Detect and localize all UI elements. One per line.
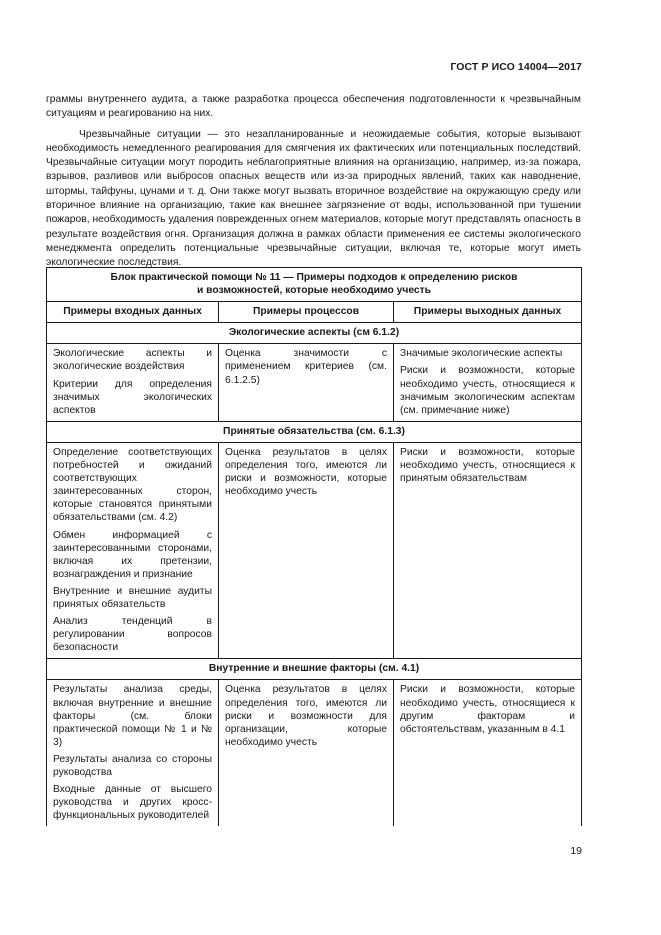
section-title: Внутренние и внешние факторы (см. 4.1) <box>47 659 582 680</box>
caption-line-1: Блок практической помощи № 11 — Примеры подходов к определению рисков <box>110 272 518 283</box>
column-header-processes: Примеры процессов <box>219 302 394 323</box>
process-item: Оценка результатов в целях определения того, имеются ли риски и возможности, которые необходимо учесть <box>225 446 387 498</box>
process-cell <box>219 680 394 826</box>
table-row <box>47 344 582 421</box>
table-row <box>47 680 582 826</box>
standard-header: ГОСТ Р ИСО 14004—2017 <box>450 61 582 73</box>
table-caption <box>47 268 582 302</box>
page-number: 19 <box>570 845 582 857</box>
outputs-cell <box>394 680 582 826</box>
input-item: Результаты анализа среды, включая внутренние и внешние факторы (см. блоки практической помощи № 1 и № 3) <box>53 684 212 748</box>
section-title-row <box>47 323 582 344</box>
caption-line-2: и возможностей, которые необходимо учесть <box>196 285 432 297</box>
column-header-outputs: Примеры выходных данных <box>394 302 582 323</box>
table-row <box>47 442 582 658</box>
section-title-row <box>47 659 582 680</box>
paragraph-continuation: граммы внутреннего аудита, а также разработка процесса обеспечения подготовленности к чрезвычайным ситуациям и реагированию на них. <box>46 94 581 120</box>
process-item: Оценка значимости с применением критериев (см. 6.1.2.5) <box>225 348 387 386</box>
input-item: Внутренние и внешние аудиты принятых обязательств <box>53 585 212 610</box>
outputs-cell <box>394 344 582 421</box>
table-header-row <box>47 302 582 323</box>
input-item: Входные данные от высшего руководства и других кросс-функциональных руководителей <box>53 784 212 822</box>
process-cell <box>219 442 394 658</box>
output-item: Риски и возможности, которые необходимо учесть, относящиеся к другим факторам и обстоятельствам, указанным в 4.1 <box>400 684 576 735</box>
table-caption-row <box>47 268 582 302</box>
output-item: Риски и возможности, которые необходимо учесть, относящиеся к значимым экологическим аспектам (см. примечание ниже) <box>400 365 576 416</box>
help-table <box>46 267 582 826</box>
inputs-cell <box>47 442 219 658</box>
section-title-row <box>47 421 582 442</box>
input-item: Анализ тенденций в регулировании вопросов безопасности <box>53 616 212 654</box>
body-text <box>46 93 581 277</box>
outputs-cell <box>394 442 582 658</box>
output-item: Риски и возможности, которые необходимо учесть, относящиеся к принятым обязательствам <box>400 446 576 485</box>
paragraph-emergency: Чрезвычайные ситуации — это незапланированные и неожидаемые события, которые вызывают необходимость немедленного реагирования для смягчения их фактических или потенциальных последствий. Чрезвычайные ситуации могут породить неблагоприятные влияния на организацию, например, из-за пожара, взрывов, разливов или выбросов опасных веществ или из-за природных явлений, таких как наводнение, штормы, тайфуны, цунами и т. д. Они также могут вызвать вторичное воздействие на окружающую среду или вторичное влияние на организацию, такие как внешнее загрязнение от воды, использованной при тушении пожаров, необходимость удаления поврежденных огнем материалов, которые могут представлять опасность в результате воздействия огня. Организация должна в рамках области применения ее системы экологического менеджмента определить потенциальные чрезвычайные ситуации, включая те, которые могут иметь экологические последствия. <box>46 128 581 269</box>
input-item: Критерии для определения значимых экологических аспектов <box>53 378 212 416</box>
inputs-cell <box>47 680 219 826</box>
inputs-cell <box>47 344 219 421</box>
input-item: Результаты анализа со стороны руководства <box>53 753 212 778</box>
column-header-inputs: Примеры входных данных <box>47 302 219 323</box>
input-item: Определение соответствующих потребностей и ожиданий соответствующих заинтересованных сторон, которые становятся принятыми обязательствами (см. 4.2) <box>53 446 212 524</box>
section-title: Экологические аспекты (см 6.1.2) <box>47 323 582 344</box>
process-item: Оценка результатов в целях определения того, имеются ли риски и возможности для организации, которые необходимо учесть <box>225 684 387 748</box>
process-cell <box>219 344 394 421</box>
input-item: Обмен информацией с заинтересованными сторонами, включая их претензии, вознаграждения и признание <box>53 529 212 580</box>
section-title: Принятые обязательства (см. 6.1.3) <box>47 421 582 442</box>
input-item: Экологические аспекты и экологические воздействия <box>53 348 212 373</box>
output-item: Значимые экологические аспекты <box>400 348 563 360</box>
